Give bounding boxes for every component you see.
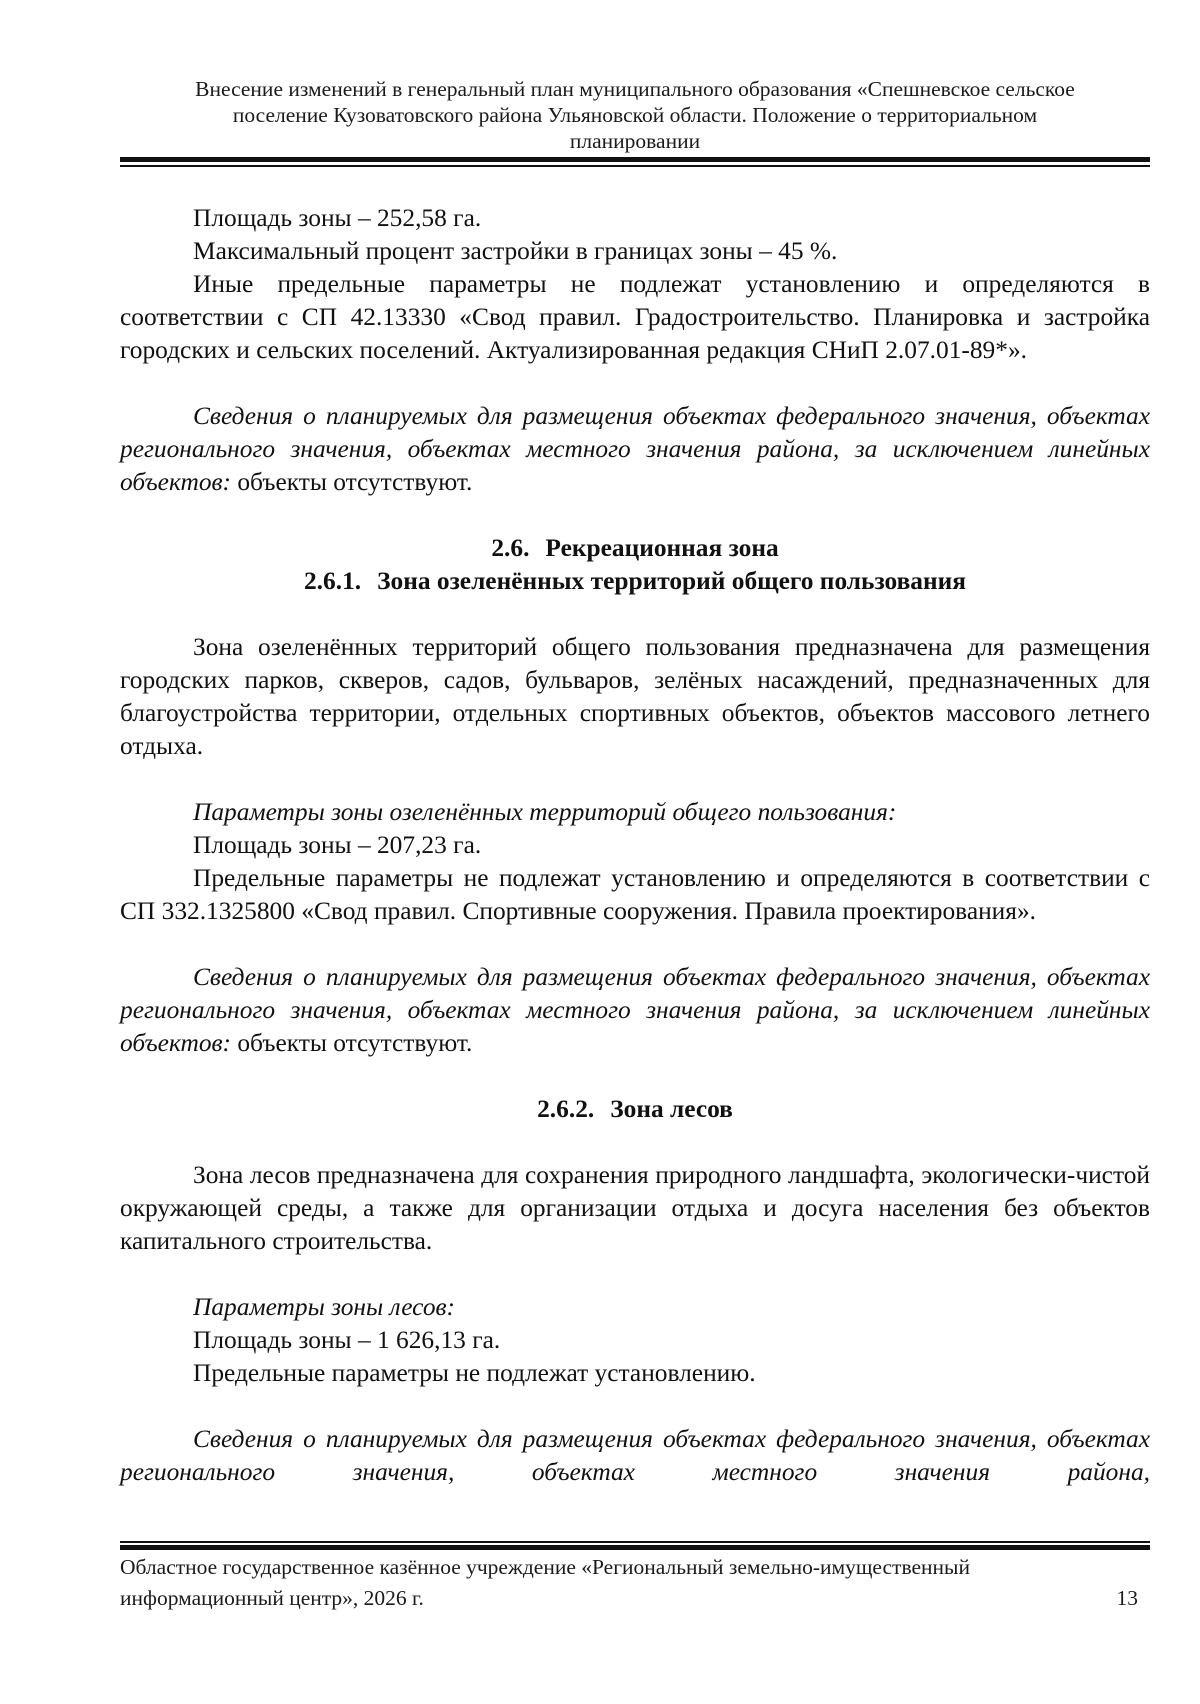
section-title: Рекреационная зона bbox=[545, 534, 779, 562]
forest-zone-limits: Предельные параметры не подлежат установлению. bbox=[193, 1359, 756, 1387]
planned-objects-value: объекты отсутствуют. bbox=[231, 1029, 473, 1057]
running-footer bbox=[120, 1552, 1150, 1614]
header-line-2: поселение Кузоватовского района Ульяновской области. Положение о территориальном bbox=[232, 103, 1038, 127]
green-zone-params-heading: Параметры зоны озеленённых территорий общего пользования: bbox=[193, 798, 897, 826]
green-zone-description: Зона озеленённых территорий общего пользования предназначена для размещения городских парков, скверов, садов, бульваров, зелёных насаждений, предназначенных для благоустройства территории, отдельных спортивных объектов, объектов массового летнего отдыха. bbox=[120, 633, 1150, 760]
header-line-1: Внесение изменений в генеральный план муниципального образования «Спешневское сельское bbox=[195, 77, 1075, 101]
other-params-paragraph: Иные предельные параметры не подлежат установлению и определяются в соответствии с СП 42.13330 «Свод правил. Градостроительство. Планировка и застройка городских и сельских поселений. Актуализированная редакция СНиП 2.07.01-89*». bbox=[120, 270, 1150, 364]
page-number: 13 bbox=[1116, 1586, 1138, 1610]
subsection-title: Зона озеленённых территорий общего пользования bbox=[377, 567, 966, 595]
document-body bbox=[120, 202, 1150, 1489]
footer-line-2: информационный центр», 2026 г. bbox=[120, 1586, 424, 1610]
planned-objects-info-1 bbox=[120, 400, 1150, 499]
planned-objects-value: объекты отсутствуют. bbox=[231, 468, 473, 496]
header-rule-thick bbox=[120, 157, 1150, 162]
header-line-3: планировании bbox=[569, 129, 701, 153]
green-zone-limits: Предельные параметры не подлежат установлению и определяются в соответствии с СП 332.1325800 «Свод правил. Спортивные сооружения. Правила проектирования». bbox=[120, 864, 1150, 925]
subsection-heading-2-6-1 bbox=[120, 565, 1150, 598]
forest-zone-description: Зона лесов предназначена для сохранения природного ландшафта, экологически-чистой окружающей среды, а также для организации отдыха и досуга населения без объектов капитального строительства. bbox=[120, 1161, 1150, 1255]
section-heading-2-6 bbox=[120, 532, 1150, 565]
planned-objects-label: Сведения о планируемых для размещения объектах федерального значения, объектах регионального значения, объектах местного значения района, за исключением линейных объектов: bbox=[120, 963, 1150, 1057]
planned-objects-label: Сведения о планируемых для размещения объектах федерального значения, объектах регионального значения, объектах местного значения района, за исключением линейных объектов: bbox=[120, 402, 1150, 496]
forest-zone-area: Площадь зоны – 1 626,13 га. bbox=[193, 1326, 501, 1354]
subsection-number: 2.6.2. bbox=[537, 1095, 595, 1123]
green-zone-area: Площадь зоны – 207,23 га. bbox=[193, 831, 482, 859]
header-rule-thin bbox=[120, 165, 1150, 167]
footer-line-1: Областное государственное казённое учреждение «Региональный земельно-имущественный bbox=[120, 1555, 970, 1579]
running-header bbox=[125, 76, 1145, 154]
section-number: 2.6. bbox=[491, 534, 530, 562]
planned-objects-info-3: Сведения о планируемых для размещения объектах федерального значения, объектах регионального значения, объектах местного значения района, bbox=[120, 1425, 1150, 1486]
zone-area-paragraph: Площадь зоны – 252,58 га. bbox=[193, 204, 482, 232]
forest-zone-params-heading: Параметры зоны лесов: bbox=[193, 1293, 455, 1321]
footer-rule-thin bbox=[120, 1541, 1150, 1543]
max-build-percent-paragraph: Максимальный процент застройки в границах зоны – 45 %. bbox=[193, 237, 838, 265]
planned-objects-info-2 bbox=[120, 961, 1150, 1060]
footer-rule-thick bbox=[120, 1545, 1150, 1550]
subsection-heading-2-6-2 bbox=[120, 1093, 1150, 1126]
subsection-title: Зона лесов bbox=[610, 1095, 733, 1123]
subsection-number: 2.6.1. bbox=[303, 567, 362, 595]
